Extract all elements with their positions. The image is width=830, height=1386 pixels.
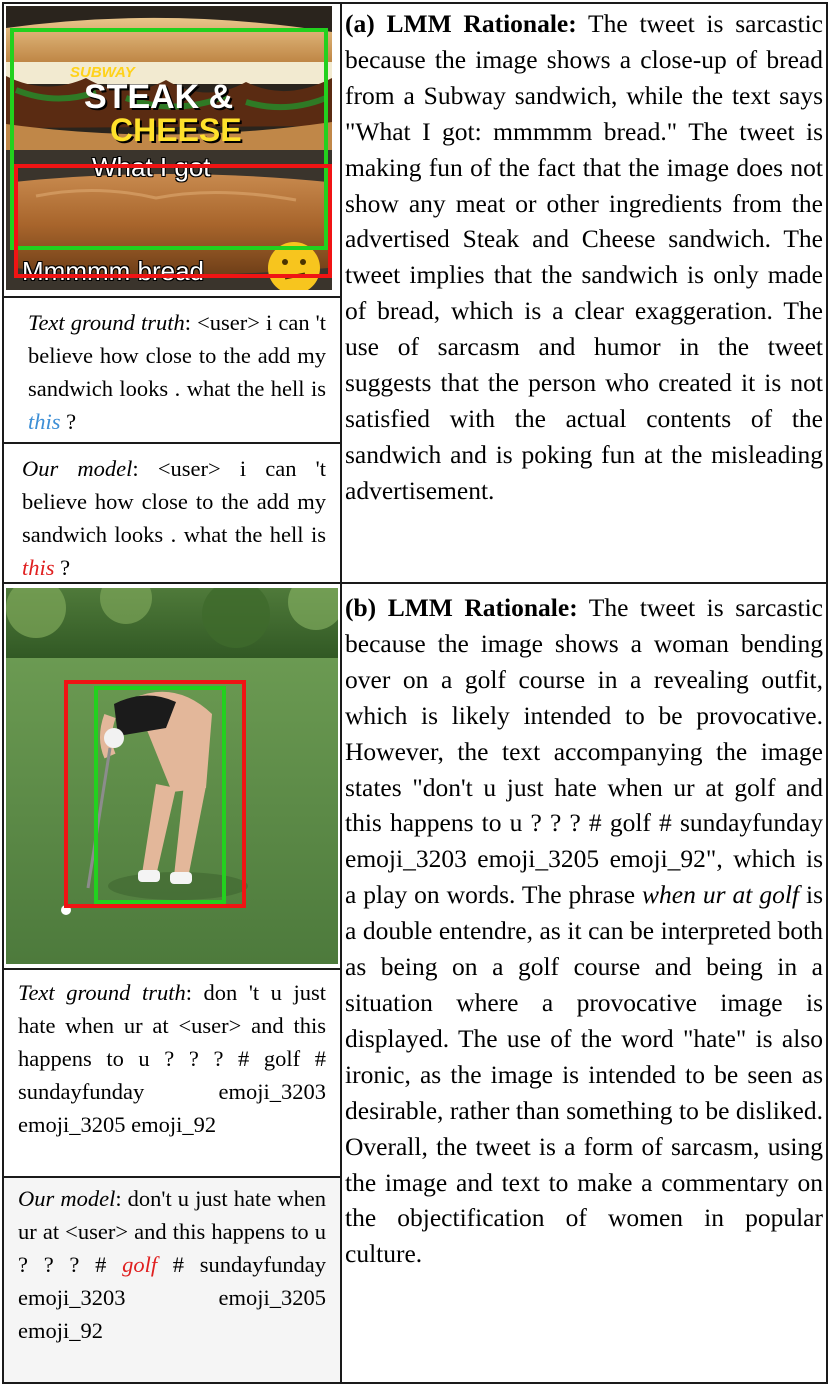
- panel-a-model-text: [22, 452, 326, 584]
- rationale-b-italic-phrase: when ur at golf: [642, 880, 799, 910]
- model-highlight: this: [22, 555, 55, 580]
- ground-truth-tail: ?: [60, 409, 77, 434]
- model-body: : <user> i can 't believe how close to the add my sandwich looks . what the hell is: [22, 456, 326, 547]
- what-i-got-caption: What I got: [92, 152, 211, 182]
- panel-a-rationale-text: [345, 6, 823, 509]
- model-tail: # sundayfunday emoji_3203 emoji_3205 emoji_92: [18, 1252, 326, 1343]
- model-tail: ?: [54, 555, 71, 580]
- steak-title-text: STEAK &: [84, 78, 234, 116]
- rationale-b-tail: is a double entendre, as it can be interpreted both as being on a golf course and being in a situation where a provocative image is displayed. The use of the word "hate" is also ironic, as the image is intended to be seen as desirable, rather than something to be disliked. Overall, the tweet is a form of sarcasm, using the image and text to make a commentary on the objectification of women in popular culture.: [345, 880, 823, 1269]
- panel-b-ground-truth-text: [18, 976, 326, 1141]
- subway-sandwich-image: [6, 6, 332, 290]
- panel-a-ground-truth-text: [28, 306, 326, 438]
- golf-course-image: [6, 588, 338, 964]
- mmmmm-bread-caption: Mmmmm bread: [22, 256, 205, 286]
- green-bounding-box: [94, 686, 226, 904]
- rationale-a-heading: (a) LMM Rationale:: [345, 9, 577, 38]
- subway-brand-text: SUBWAY: [70, 64, 135, 81]
- panel-b-model-text: [18, 1182, 326, 1347]
- ground-truth-body: : <user> i can 't believe how close to the add my sandwich looks . what the hell is: [28, 310, 326, 401]
- model-label: Our model: [22, 456, 133, 481]
- panel-b-rationale-text: [345, 590, 823, 1272]
- ground-truth-highlight: this: [28, 409, 61, 434]
- rationale-b-heading: (b) LMM Rationale:: [345, 593, 578, 622]
- rationale-a-body: The tweet is sarcastic because the image shows a close-up of bread from a Subway sandwich, while the text says "What I got: mmmmm bread." The tweet is making fun of the fact that the image does not show any meat or other ingredients from the advertised Steak and Cheese sandwich. The tweet implies that the sandwich is only made of bread, which is a clear exaggeration. The use of sarcasm and humor in the tweet suggests that the person who created it is not satisfied with the actual contents of the sandwich and is poking fun at the misleading advertisement.: [345, 9, 823, 505]
- model-highlight: golf: [122, 1252, 158, 1277]
- ground-truth-body: : don 't u just hate when ur at <user> and this happens to u ? ? ? # golf # sundayfunday emoji_3203 emoji_3205 emoji_92: [18, 980, 326, 1137]
- cheese-title-text: CHEESE: [110, 112, 242, 148]
- ground-truth-label: Text ground truth: [28, 310, 185, 335]
- red-bounding-box: [14, 164, 332, 278]
- rationale-b-body: The tweet is sarcastic because the image shows a woman bending over on a golf course in a revealing outfit, which is likely intended to be provocative. However, the text accompanying the image states "don't u just hate when ur at golf and this happens to u ? ? ? # golf # sundayfunday emoji_3203 emoji_3205 emoji_92", which is a play on words. The phrase: [345, 593, 823, 910]
- model-label: Our model: [18, 1186, 116, 1211]
- ground-truth-label: Text ground truth: [18, 980, 186, 1005]
- model-body: : don't u just hate when ur at <user> and this happens to u ? ? ? #: [18, 1186, 326, 1277]
